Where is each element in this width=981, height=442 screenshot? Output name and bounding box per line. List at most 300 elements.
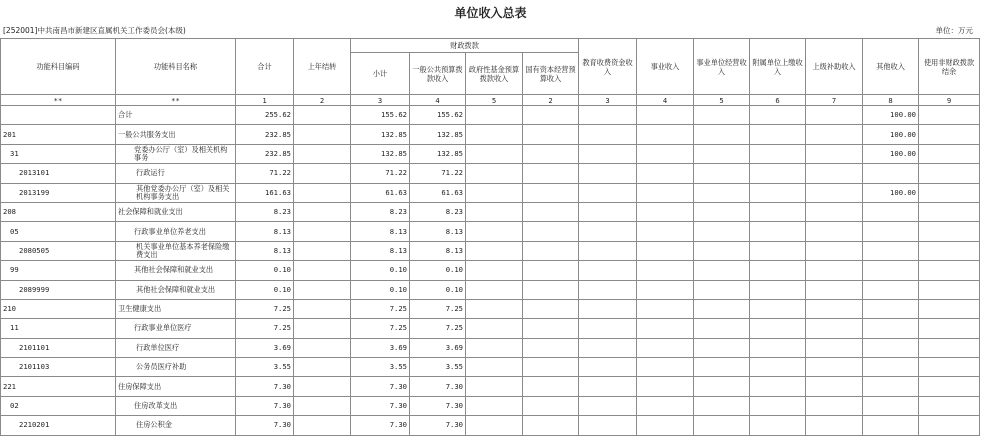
code-cell: 2013101 [1,164,116,183]
name-cell: 一般公共服务支出 [116,125,236,144]
header-name: 功能科目名称 [116,39,236,95]
subordinate-cell [750,106,806,125]
header-carryover: 上年结转 [294,39,351,95]
name-cell: 社会保障和就业支出 [116,202,236,221]
business-cell [637,338,694,357]
income-summary-table [0,38,980,436]
general-budget-cell: 8.23 [410,202,466,221]
table-row [1,319,980,338]
business-cell [637,202,694,221]
table-row [1,106,980,125]
table-row [1,241,980,260]
non-fiscal-balance-cell [919,396,980,415]
edu-fee-cell [579,358,637,377]
superior-subsidy-cell [806,202,863,221]
total-cell: 7.30 [236,396,294,415]
index-cell: 6 [750,95,806,106]
business-operation-cell [694,280,750,299]
other-cell: 100.00 [863,106,919,125]
code-cell: 2101101 [1,338,116,357]
business-cell [637,183,694,202]
name-cell: 卫生健康支出 [116,299,236,318]
non-fiscal-balance-cell [919,261,980,280]
organization-label: [252001]中共南昌市新建区直属机关工作委员会(本级) [3,26,186,35]
other-cell [863,299,919,318]
carryover-cell [294,202,351,221]
state-capital-cell [523,319,579,338]
subtotal-cell: 3.55 [351,358,410,377]
total-cell: 7.25 [236,319,294,338]
state-capital-cell [523,125,579,144]
index-cell: 4 [410,95,466,106]
superior-subsidy-cell [806,164,863,183]
subtotal-cell: 8.23 [351,202,410,221]
business-cell [637,125,694,144]
total-cell: 8.13 [236,241,294,260]
business-operation-cell [694,106,750,125]
subtotal-cell: 7.30 [351,396,410,415]
total-cell: 232.85 [236,125,294,144]
header-state-capital: 国有资本经营预算收入 [523,53,579,95]
non-fiscal-balance-cell [919,202,980,221]
state-capital-cell [523,164,579,183]
superior-subsidy-cell [806,222,863,241]
subtotal-cell: 3.69 [351,338,410,357]
total-cell: 0.10 [236,280,294,299]
state-capital-cell [523,377,579,396]
subordinate-cell [750,241,806,260]
subordinate-cell [750,377,806,396]
gov-fund-cell [466,396,523,415]
gov-fund-cell [466,338,523,357]
general-budget-cell: 0.10 [410,280,466,299]
code-cell: 11 [1,319,116,338]
subordinate-cell [750,396,806,415]
general-budget-cell: 3.69 [410,338,466,357]
table-row [1,358,980,377]
business-operation-cell [694,377,750,396]
index-cell: ** [116,95,236,106]
index-cell: 2 [294,95,351,106]
business-operation-cell [694,319,750,338]
subtotal-cell: 132.85 [351,125,410,144]
superior-subsidy-cell [806,106,863,125]
subordinate-cell [750,144,806,163]
subtotal-cell: 132.85 [351,144,410,163]
subtotal-cell: 7.30 [351,377,410,396]
code-cell: 31 [1,144,116,163]
table-row [1,299,980,318]
general-budget-cell: 8.13 [410,241,466,260]
subordinate-cell [750,261,806,280]
non-fiscal-balance-cell [919,358,980,377]
table-row [1,416,980,435]
index-cell: 9 [919,95,980,106]
business-operation-cell [694,338,750,357]
non-fiscal-balance-cell [919,106,980,125]
gov-fund-cell [466,280,523,299]
other-cell [863,261,919,280]
business-operation-cell [694,358,750,377]
general-budget-cell: 71.22 [410,164,466,183]
business-cell [637,416,694,435]
name-cell: 党委办公厅（室）及相关机构事务 [116,144,236,163]
gov-fund-cell [466,261,523,280]
business-cell [637,299,694,318]
edu-fee-cell [579,106,637,125]
subtotal-cell: 155.62 [351,106,410,125]
gov-fund-cell [466,241,523,260]
state-capital-cell [523,241,579,260]
non-fiscal-balance-cell [919,338,980,357]
subordinate-cell [750,338,806,357]
subordinate-cell [750,280,806,299]
business-operation-cell [694,125,750,144]
general-budget-cell: 7.30 [410,396,466,415]
superior-subsidy-cell [806,358,863,377]
subordinate-cell [750,202,806,221]
name-cell: 行政事业单位医疗 [116,319,236,338]
business-operation-cell [694,261,750,280]
edu-fee-cell [579,416,637,435]
code-cell: 210 [1,299,116,318]
edu-fee-cell [579,261,637,280]
edu-fee-cell [579,241,637,260]
edu-fee-cell [579,396,637,415]
gov-fund-cell [466,144,523,163]
business-cell [637,261,694,280]
superior-subsidy-cell [806,280,863,299]
general-budget-cell: 132.85 [410,144,466,163]
report-title: 单位收入总表 [454,6,527,20]
carryover-cell [294,416,351,435]
edu-fee-cell [579,338,637,357]
superior-subsidy-cell [806,416,863,435]
carryover-cell [294,222,351,241]
name-cell: 其他社会保障和就业支出 [116,261,236,280]
carryover-cell [294,377,351,396]
header-non-fiscal-balance: 使用非财政拨款结余 [919,39,980,95]
non-fiscal-balance-cell [919,280,980,299]
table-row [1,125,980,144]
header-subtotal: 小计 [351,53,410,95]
other-cell: 100.00 [863,144,919,163]
total-cell: 8.13 [236,222,294,241]
subtotal-cell: 71.22 [351,164,410,183]
table-row [1,202,980,221]
subtotal-cell: 7.25 [351,319,410,338]
table-row [1,222,980,241]
business-cell [637,222,694,241]
total-cell: 7.30 [236,377,294,396]
carryover-cell [294,164,351,183]
superior-subsidy-cell [806,377,863,396]
index-cell: 8 [863,95,919,106]
general-budget-cell: 0.10 [410,261,466,280]
name-cell: 其他社会保障和就业支出 [116,280,236,299]
name-cell: 其他党委办公厅（室）及相关机构事务支出 [116,183,236,202]
name-cell: 住房改革支出 [116,396,236,415]
state-capital-cell [523,261,579,280]
table-row [1,280,980,299]
carryover-cell [294,319,351,338]
table-row [1,144,980,163]
superior-subsidy-cell [806,338,863,357]
other-cell [863,416,919,435]
non-fiscal-balance-cell [919,241,980,260]
business-cell [637,396,694,415]
name-cell: 行政单位医疗 [116,338,236,357]
business-operation-cell [694,416,750,435]
total-cell: 232.85 [236,144,294,163]
name-cell: 机关事业单位基本养老保险缴费支出 [116,241,236,260]
code-cell: 221 [1,377,116,396]
non-fiscal-balance-cell [919,164,980,183]
name-cell: 住房公积金 [116,416,236,435]
other-cell [863,222,919,241]
index-cell: 1 [236,95,294,106]
table-row [1,338,980,357]
state-capital-cell [523,144,579,163]
subordinate-cell [750,183,806,202]
state-capital-cell [523,183,579,202]
general-budget-cell: 3.55 [410,358,466,377]
header-superior-subsidy: 上级补助收入 [806,39,863,95]
code-cell: 201 [1,125,116,144]
subtotal-cell: 7.30 [351,416,410,435]
subordinate-cell [750,416,806,435]
gov-fund-cell [466,202,523,221]
code-cell: 05 [1,222,116,241]
subtotal-cell: 61.63 [351,183,410,202]
subtotal-cell: 8.13 [351,241,410,260]
subordinate-cell [750,319,806,338]
business-cell [637,106,694,125]
business-cell [637,358,694,377]
non-fiscal-balance-cell [919,416,980,435]
header-fiscal-group: 财政拨款 [351,39,579,53]
state-capital-cell [523,202,579,221]
carryover-cell [294,106,351,125]
edu-fee-cell [579,377,637,396]
superior-subsidy-cell [806,319,863,338]
subtotal-cell: 8.13 [351,222,410,241]
carryover-cell [294,299,351,318]
other-cell [863,164,919,183]
business-cell [637,377,694,396]
other-cell [863,280,919,299]
total-cell: 161.63 [236,183,294,202]
edu-fee-cell [579,319,637,338]
code-cell: 2101103 [1,358,116,377]
state-capital-cell [523,416,579,435]
subordinate-cell [750,125,806,144]
code-cell: 2080505 [1,241,116,260]
general-budget-cell: 61.63 [410,183,466,202]
gov-fund-cell [466,416,523,435]
general-budget-cell: 7.25 [410,299,466,318]
general-budget-cell: 132.85 [410,125,466,144]
edu-fee-cell [579,280,637,299]
table-row [1,261,980,280]
general-budget-cell: 8.13 [410,222,466,241]
gov-fund-cell [466,164,523,183]
gov-fund-cell [466,319,523,338]
state-capital-cell [523,299,579,318]
header-business: 事业收入 [637,39,694,95]
other-cell [863,396,919,415]
business-operation-cell [694,241,750,260]
unit-label: 单位：万元 [935,26,973,35]
table-row [1,183,980,202]
superior-subsidy-cell [806,261,863,280]
superior-subsidy-cell [806,299,863,318]
header-gov-fund: 政府性基金预算拨款收入 [466,53,523,95]
index-cell: ** [1,95,116,106]
total-cell: 71.22 [236,164,294,183]
non-fiscal-balance-cell [919,319,980,338]
carryover-cell [294,125,351,144]
business-cell [637,164,694,183]
subtotal-cell: 0.10 [351,261,410,280]
carryover-cell [294,396,351,415]
header-general-budget: 一般公共预算拨款收入 [410,53,466,95]
subordinate-cell [750,299,806,318]
index-cell: 3 [351,95,410,106]
name-cell: 行政事业单位养老支出 [116,222,236,241]
superior-subsidy-cell [806,144,863,163]
total-cell: 7.25 [236,299,294,318]
other-cell [863,338,919,357]
state-capital-cell [523,338,579,357]
header-total: 合计 [236,39,294,95]
index-cell: 3 [579,95,637,106]
carryover-cell [294,261,351,280]
subtotal-cell: 7.25 [351,299,410,318]
index-cell: 2 [523,95,579,106]
state-capital-cell [523,222,579,241]
edu-fee-cell [579,183,637,202]
code-cell: 2089999 [1,280,116,299]
non-fiscal-balance-cell [919,183,980,202]
header-other: 其他收入 [863,39,919,95]
index-row [1,95,980,106]
other-cell [863,202,919,221]
edu-fee-cell [579,202,637,221]
gov-fund-cell [466,183,523,202]
state-capital-cell [523,106,579,125]
business-cell [637,144,694,163]
subordinate-cell [750,164,806,183]
gov-fund-cell [466,377,523,396]
other-cell [863,377,919,396]
other-cell [863,241,919,260]
index-cell: 7 [806,95,863,106]
non-fiscal-balance-cell [919,125,980,144]
table-row [1,164,980,183]
gov-fund-cell [466,299,523,318]
header-edu-fee: 教育收费资金收入 [579,39,637,95]
subordinate-cell [750,358,806,377]
general-budget-cell: 7.30 [410,377,466,396]
business-operation-cell [694,144,750,163]
other-cell: 100.00 [863,125,919,144]
general-budget-cell: 7.25 [410,319,466,338]
general-budget-cell: 155.62 [410,106,466,125]
carryover-cell [294,280,351,299]
business-operation-cell [694,164,750,183]
index-cell: 5 [466,95,523,106]
edu-fee-cell [579,144,637,163]
edu-fee-cell [579,125,637,144]
other-cell [863,319,919,338]
business-operation-cell [694,183,750,202]
other-cell [863,358,919,377]
total-cell: 0.10 [236,261,294,280]
business-operation-cell [694,396,750,415]
gov-fund-cell [466,222,523,241]
gov-fund-cell [466,106,523,125]
total-cell: 8.23 [236,202,294,221]
header-business-operation: 事业单位经营收入 [694,39,750,95]
code-cell: 2210201 [1,416,116,435]
total-cell: 255.62 [236,106,294,125]
code-cell: 99 [1,261,116,280]
table-row [1,396,980,415]
name-cell: 行政运行 [116,164,236,183]
state-capital-cell [523,280,579,299]
edu-fee-cell [579,222,637,241]
state-capital-cell [523,358,579,377]
non-fiscal-balance-cell [919,222,980,241]
carryover-cell [294,358,351,377]
carryover-cell [294,241,351,260]
total-cell: 3.69 [236,338,294,357]
edu-fee-cell [579,299,637,318]
business-cell [637,280,694,299]
superior-subsidy-cell [806,125,863,144]
carryover-cell [294,338,351,357]
gov-fund-cell [466,358,523,377]
total-cell: 3.55 [236,358,294,377]
state-capital-cell [523,396,579,415]
name-cell: 公务员医疗补助 [116,358,236,377]
business-operation-cell [694,299,750,318]
name-cell: 住房保障支出 [116,377,236,396]
header-code: 功能科目编码 [1,39,116,95]
code-cell: 208 [1,202,116,221]
non-fiscal-balance-cell [919,144,980,163]
code-cell [1,106,116,125]
superior-subsidy-cell [806,183,863,202]
business-cell [637,241,694,260]
subtotal-cell: 0.10 [351,280,410,299]
carryover-cell [294,144,351,163]
table-row [1,377,980,396]
superior-subsidy-cell [806,241,863,260]
code-cell: 2013199 [1,183,116,202]
code-cell: 02 [1,396,116,415]
carryover-cell [294,183,351,202]
subordinate-cell [750,222,806,241]
index-cell: 4 [637,95,694,106]
business-operation-cell [694,222,750,241]
index-cell: 5 [694,95,750,106]
header-subordinate: 附属单位上缴收入 [750,39,806,95]
non-fiscal-balance-cell [919,299,980,318]
other-cell: 100.00 [863,183,919,202]
gov-fund-cell [466,125,523,144]
